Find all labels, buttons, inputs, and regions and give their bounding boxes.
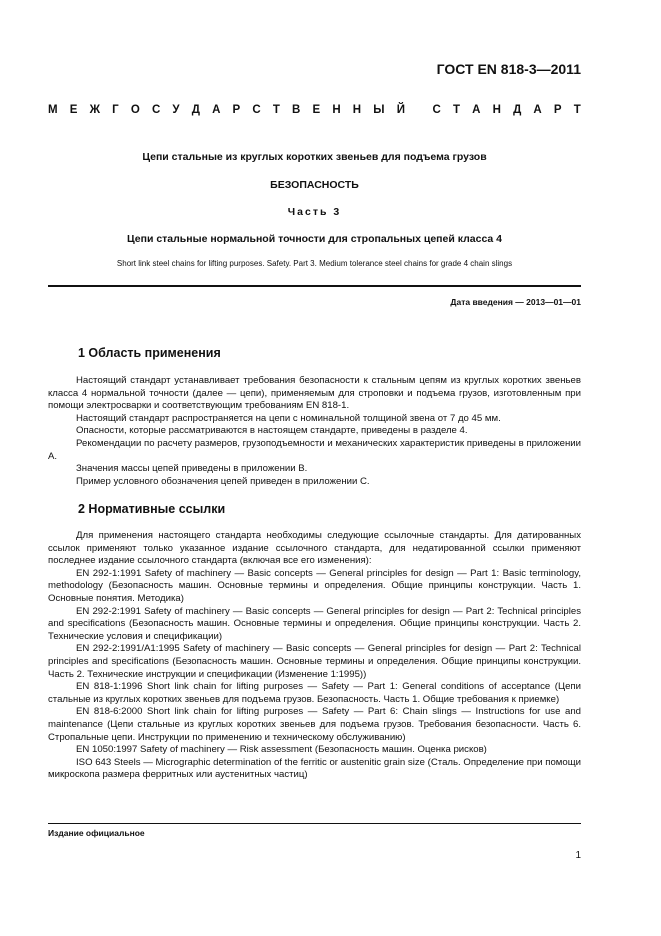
paragraph: Для применения настоящего стандарта необходимы следующие ссылочные стандарты. Для датированных ссылок применяют только указанное издание ссылочного стандарта, для недатированной ссылки применяют последнее издание ссылочного стандарта (включая все его изменения): — [48, 530, 581, 567]
header-divider — [48, 285, 581, 287]
banner-letter: Й — [396, 104, 405, 116]
banner-letter: С — [252, 104, 261, 116]
reference-entry: EN 292-2:1991/A1:1995 Safety of machinery — Basic concepts — General principles for design — Part 2: Technical principles and specifications (Безопасность машин. Основные термины и определения. Общие принципы конструкции. Часть 2. Технические инструкции и спецификации (Изменение 1:1995)) — [48, 643, 581, 680]
page-number: 1 — [575, 850, 581, 861]
banner-letter: У — [172, 104, 180, 116]
banner-letter: А — [533, 104, 542, 116]
section-2-body — [48, 530, 581, 782]
banner-letter: Е — [69, 104, 78, 116]
reference-entry: ISO 643 Steels — Micrographic determination of the ferritic or austenitic grain size (Сталь. Определение при помощи микроскопа размера ферритных или аустенитных частиц) — [48, 756, 581, 781]
footer-divider — [48, 823, 581, 824]
banner-letter: Д — [513, 104, 522, 116]
banner-letter: А — [472, 104, 481, 116]
paragraph: Рекомендации по расчету размеров, грузоподъемности и механических характеристик приведены в приложении А. — [48, 437, 581, 462]
reference-entry: EN 292-2:1991 Safety of machinery — Basic concepts — General principles for design — Part 2: Technical principles and specifications (Безопасность машин. Основные термины и определения. Общие принципы конструкции. Часть 2. Технические условия и спецификации) — [48, 605, 581, 642]
banner-letter: Ы — [373, 104, 385, 116]
banner-letter — [417, 104, 420, 116]
section-2-heading: 2 Нормативные ссылки — [78, 502, 226, 516]
paragraph: Настоящий стандарт устанавливает требования безопасности к стальным цепям из круглых коротких звеньев класса 4 нормальной точности (далее — цепи), применяемым для строповки и подъема грузов, изготовленным при помощи электросварки и соответствующим требованиям EN 818-1. — [48, 375, 581, 412]
banner-letter: А — [212, 104, 221, 116]
section-1-body — [48, 375, 581, 488]
banner-letter: Т — [272, 104, 280, 116]
reference-entry: EN 818-1:1996 Short link chain for lifting purposes — Safety — Part 1: General conditions of acceptance (Цепи стальные из круглых коротких звеньев для подъема грузов. Безопасность. Часть 1. Общие требования к приемке) — [48, 681, 581, 705]
english-title: Short link steel chains for lifting purposes. Safety. Part 3. Medium tolerance steel chains for grade 4 chain slings — [116, 259, 513, 268]
banner-letter: В — [292, 104, 301, 116]
banner-letter: Т — [573, 104, 581, 116]
banner-letter: Р — [553, 104, 562, 116]
standard-subtitle: Цепи стальные нормальной точности для стропальных цепей класса 4 — [126, 233, 503, 245]
banner-letter: Н — [332, 104, 341, 116]
banner-letter: С — [432, 104, 441, 116]
banner-letter: Г — [112, 104, 119, 116]
paragraph: Настоящий стандарт распространяется на цепи с номинальной толщиной звена от 7 до 45 мм. — [76, 412, 501, 424]
reference-entry: EN 1050:1997 Safety of machinery — Risk assessment (Безопасность машин. Оценка рисков) — [76, 744, 487, 756]
banner-letter: Т — [452, 104, 460, 116]
banner-letter: Р — [232, 104, 241, 116]
banner-letter: Н — [492, 104, 501, 116]
paragraph: Значения массы цепей приведены в приложении В. — [76, 463, 308, 475]
reference-entry: EN 292-1:1991 Safety of machinery — Basic concepts — General principles for design — Part 1: Basic terminology, methodology (Безопасность машин. Основные термины и определения. Общие принципы конструкции. Часть 1. Основные понятия. Методика) — [48, 567, 581, 604]
paragraph: Опасности, которые рассматриваются в настоящем стандарте, приведены в разделе 4. — [76, 425, 468, 437]
document-number: ГОСТ EN 818-3—2011 — [436, 61, 581, 77]
section-1-heading: 1 Область применения — [78, 346, 221, 360]
reference-entry: EN 818-6:2000 Short link chain for lifting purposes — Safety — Part 6: Chain slings — Instructions for use and maintenance (Цепи стальные из круглых коротких звеньев для подъема грузов. Требования безопасности. Часть 6. Стропальные цепи. Инструкции по применению и техническому обслуживанию) — [48, 706, 581, 743]
banner-letter: М — [48, 104, 58, 116]
banner-letter: С — [151, 104, 161, 116]
banner-letter: Д — [191, 104, 200, 116]
interstate-standard-banner — [48, 104, 581, 116]
banner-letter: О — [130, 104, 140, 116]
introduction-date: Дата введения — 2013—01—01 — [450, 297, 581, 307]
official-edition-label: Издание официальное — [48, 828, 145, 838]
banner-letter: Е — [312, 104, 321, 116]
paragraph: Пример условного обозначения цепей приведен в приложении С. — [76, 475, 370, 487]
standard-part-label: Часть 3 — [287, 206, 342, 218]
banner-letter: Ж — [89, 104, 100, 116]
banner-letter: Н — [352, 104, 362, 116]
standard-safety-label: БЕЗОПАСНОСТЬ — [270, 179, 359, 191]
standard-title: Цепи стальные из круглых коротких звеньев для подъема грузов — [142, 151, 487, 163]
